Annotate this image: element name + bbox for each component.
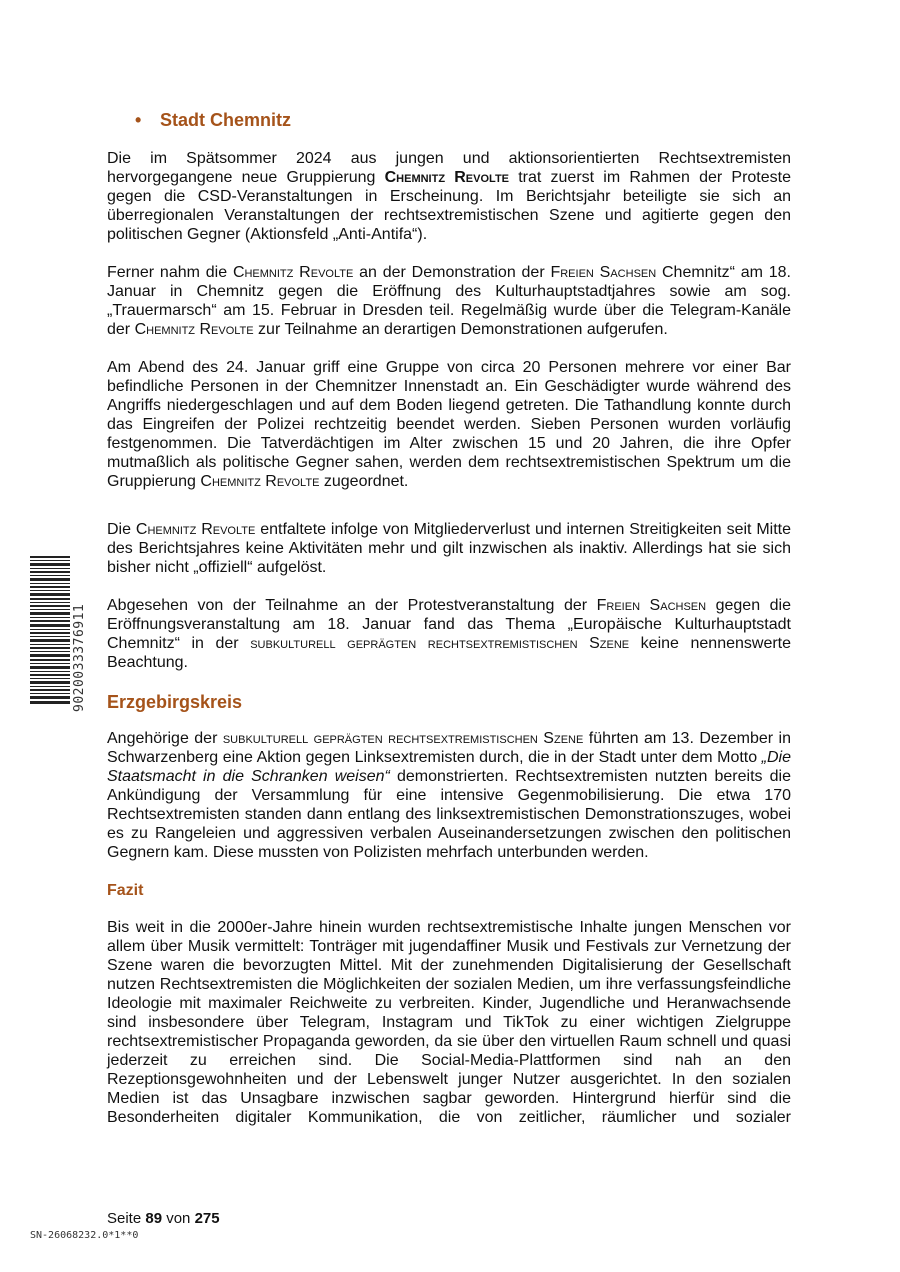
paragraph-3: Am Abend des 24. Januar griff eine Gruppe von circa 20 Personen mehrere vor einer Bar befindliche Personen in der Chemnitzer Innenstadt an. Ein Geschädigter wurde während des Angriffs niedergeschlagen und auf dem Boden liegend getreten. Die Tathandlung konnte durch das Eingreifen der Polizei rechtzeitig beendet werden. Sieben Personen wurden vorläufig festgenommen. Die Tatverdächtigen im Alter zwischen 15 und 20 Jahren, die ihre Opfer mutmaßlich als politische Gegner sahen, werden dem rechtsextremistischen Spektrum um die Gruppierung Chemnitz Revolte zugeordnet.	[107, 359, 791, 490]
org-name: Chemnitz Revolte	[134, 321, 254, 338]
paragraph-5: Abgesehen von der Teilnahme an der Protestveranstaltung der Freien Sachsen gegen die Eröffnungsveranstaltung am 18. Januar fand das Thema „Europäische Kulturhauptstadt Chemnitz“ in der subkulturell geprägten rechtsextremistischen Szene keine nennenswerte Beachtung.	[107, 597, 792, 671]
paragraph-7: Bis weit in die 2000er-Jahre hinein wurden rechtsextremistische Inhalte jungen Menschen vor allem über Musik vermittelt: Tonträger mit jugendaffiner Musik und Festivals zur Vernetzung der Szene waren die bevorzugten Mittel. Mit der zunehmenden Digitalisierung der Gesellschaft nutzen Rechtsextremisten die Möglichkeiten der sozialen Medien, um ihre verfassungsfeindliche Ideologie mit maximaler Reichweite zu verbreiten. Kinder, Jugendliche und Heranwachsende sind insbesondere über Telegram, Instagram und TikTok zu einer wichtigen Zielgruppe rechtsextremistischer Propaganda geworden, da sie über den virtuellen Raum schnell und quasi jederzeit zu erreichen sind. Die Social-Media-Plattformen sind nah an den Rezeptionsgewohnheiten und der Lebenswelt junger Nutzer ausgerichtet. In den sozialen Medien ist das Unsagbare inzwischen sagbar geworden. Hintergrund hierfür sind die Besonderheiten digitaler Kommunikation, die von zeitlicher, räumlicher und sozialer	[107, 919, 791, 1126]
page-number: Seite 89 von 275	[107, 1210, 220, 1227]
current-page: 89	[145, 1210, 163, 1227]
document-code: SN-26068232.0*1**0	[30, 1230, 139, 1241]
motto-quote: „Die Staatsmacht in die Schranken weisen“	[107, 749, 791, 785]
page-content	[107, 108, 791, 1127]
scene-name: subkulturell geprägten rechtsextremistischen Szene	[250, 635, 630, 652]
scene-name: subkulturell geprägten rechtsextremistischen Szene	[222, 730, 584, 747]
total-pages: 275	[194, 1210, 220, 1227]
bullet-icon: •	[135, 110, 142, 130]
org-name: Freien Sachsen	[550, 264, 657, 281]
section-heading-erzgebirgskreis: Erzgebirgskreis	[107, 692, 243, 712]
paragraph-1: Die im Spätsommer 2024 aus jungen und aktionsorientierten Rechtsextremisten hervorgegangene neue Gruppierung Chemnitz Revolte trat zuerst im Rahmen der Proteste gegen die CSD-Veranstaltungen in Erscheinung. Im Berichtsjahr beteiligte sie sich an überregionalen Veranstaltungen der rechtsextremistischen Szene und agitierte gegen den politischen Gegner (Aktionsfeld „Anti-Antifa“).	[107, 150, 791, 243]
org-name: Chemnitz Revolte	[135, 521, 256, 538]
paragraph-2: Ferner nahm die Chemnitz Revolte an der Demonstration der Freien Sachsen Chemnitz“ am 18. Januar in Chemnitz gegen die Eröffnung des Kulturhauptstadtjahres sowie am sog. „Trauermarsch“ am 15. Februar in Dresden teil. Regelmäßig wurde über die Telegram-Kanäle der Chemnitz Revolte zur Teilnahme an derartigen Demonstrationen aufgerufen.	[107, 264, 791, 338]
org-name: Chemnitz Revolte	[232, 264, 354, 281]
section-heading-fazit: Fazit	[107, 882, 144, 899]
section-heading-stadt-chemnitz	[135, 108, 791, 132]
barcode-number: 9020033376911	[72, 603, 87, 712]
org-name: Freien Sachsen	[596, 597, 707, 614]
section-heading-text: Stadt Chemnitz	[160, 110, 292, 130]
org-name: Chemnitz Revolte	[200, 473, 320, 490]
barcode-icon	[30, 556, 70, 704]
paragraph-4: Die Chemnitz Revolte entfaltete infolge von Mitgliederverlust und internen Streitigkeiten seit Mitte des Berichtsjahres keine Aktivitäten mehr und gilt inzwischen als inaktiv. Allerdings hat sie sich bisher nicht „offiziell“ aufgelöst.	[107, 521, 792, 576]
org-name: Chemnitz Revolte	[384, 169, 509, 186]
paragraph-6: Angehörige der subkulturell geprägten rechtsextremistischen Szene führten am 13. Dezember in Schwarzenberg eine Aktion gegen Linksextremisten durch, die in der Stadt unter dem Motto „Die Staatsmacht in die Schranken weisen“ demonstrierten. Rechtsextremisten nutzten bereits die Ankündigung der Versammlung für eine intensive Gegenmobilisierung. Die etwa 170 Rechtsextremisten standen dann entlang des linksextremistischen Demonstrationszuges, wobei es zu Rangeleien und aggressiven verbalen Auseinandersetzungen zwischen den politischen Gegnern kam. Diese mussten von Polizisten mehrfach unterbunden werden.	[107, 730, 791, 861]
